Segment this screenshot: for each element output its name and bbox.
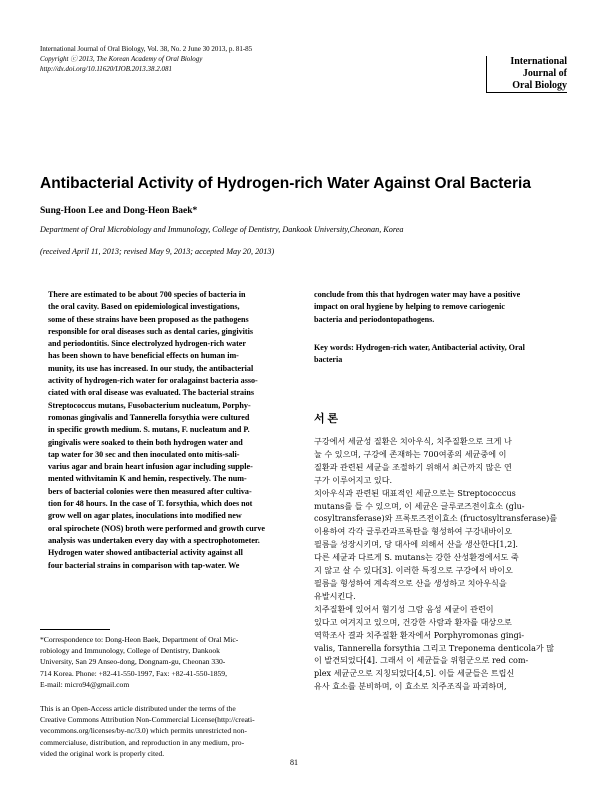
body-line: 있다고 여겨지고 있으며, 건강한 사람과 환자를 대상으로 xyxy=(314,616,512,627)
abstract-line: analysis was undertaken every day with a spectrophotometer. xyxy=(48,535,260,545)
korean-body-text xyxy=(314,435,560,693)
abstract-line: bers of bacterial colonies were then measured after cultiva- xyxy=(48,486,252,496)
logo-line-3: Oral Biology xyxy=(512,80,567,91)
body-line: 눌 수 있으며, 구강에 존재하는 700여종의 세균중에 이 xyxy=(314,448,507,459)
abstract-line: conclude from this that hydrogen water may have a positive xyxy=(314,290,521,299)
abstract-right-column xyxy=(314,289,554,326)
footnote-line: *Correspondence to: Dong-Heon Baek, Department of Oral Mic- xyxy=(40,635,239,644)
body-line: 다른 세균과 다르게 S. mutans는 강한 산성환경에서도 죽 xyxy=(314,552,519,563)
abstract-line: four bacterial strains in comparison with tap-water. We xyxy=(48,560,240,570)
footnote-line: Creative Commons Attribution Non-Commercial License(http://creati- xyxy=(40,715,255,725)
abstract-line: the oral cavity. Based on epidemiological investigations, xyxy=(48,302,240,312)
abstract-line: ciated with oral disease was evaluated. The bacterial strains xyxy=(48,388,255,398)
body-line: 유사 효소를 분비하며, 이 효소로 치주조직을 파괴하며, xyxy=(314,681,507,692)
footnote-line: robiology and Immunology, College of Dentistry, Dankook xyxy=(40,646,220,656)
footnote-line: vecommons.org/licenses/by-nc/3.0) which permits unrestricted non- xyxy=(40,726,247,736)
body-line: cosyltransferase)와 프록토즈전이효소 (fructosyltransferase)를 xyxy=(314,513,558,524)
body-line: 필름을 성장시키며, 당 대사에 의해서 산을 생산한다[1,2]. xyxy=(314,539,518,550)
body-line: plex 세균군으로 지칭되었다[4,5]. 이들 세균들은 트립신 xyxy=(314,668,515,679)
page-number: 81 xyxy=(290,758,298,767)
logo-line-1: International xyxy=(510,56,567,67)
footnote-line: vided the original work is properly cited. xyxy=(40,748,165,758)
abstract-line: activity of hydrogen-rich water for oralagainst bacteria asso- xyxy=(48,376,258,386)
abstract-line: oral spirochete (NOS) broth were performed and growth curve xyxy=(48,523,266,533)
authors: Sung-Hoon Lee and Dong-Heon Baek* xyxy=(40,206,198,216)
abstract-line: varius agar and brain heart infusion agar including supple- xyxy=(48,462,253,472)
abstract-left-column xyxy=(48,289,288,572)
abstract-line: mented withvitamin K and hemin, respectively. The num- xyxy=(48,474,247,484)
body-line: 질환과 관련된 세균을 조절하기 위해서 최근까지 많은 연 xyxy=(314,461,512,472)
journal-logo xyxy=(486,56,567,93)
body-line: 지 않고 살 수 있다[3]. 이러한 특징으로 구강에서 바이오 xyxy=(314,565,513,576)
body-line: 유발시킨다. xyxy=(314,590,356,601)
body-line: mutans를 들 수 있으며, 이 세균은 글루코즈전이효소 (glu- xyxy=(314,500,525,511)
abstract-line: bacteria and periodontopathogens. xyxy=(314,314,435,324)
footnote-line: This is an Open-Access article distributed under the terms of the xyxy=(40,704,236,713)
abstract-line: some of these strains have been proposed as the pathogens xyxy=(48,314,249,324)
abstract-line: has been shown to have beneficial effects on human im- xyxy=(48,351,239,361)
body-line: 구가 이루어지고 있다. xyxy=(314,474,393,485)
abstract-line: impact on oral hygiene by helping to remove cariogenic xyxy=(314,302,505,312)
section-heading-introduction: 서 론 xyxy=(314,413,339,425)
footnote-line: commercialuse, distribution, and reproduction in any medium, pro- xyxy=(40,737,245,747)
abstract-line: and periodontitis. Since electrolyzed hydrogen-rich water xyxy=(48,339,246,349)
journal-header xyxy=(40,44,252,74)
abstract-line: responsible for oral diseases such as dental caries, gingivitis xyxy=(48,326,253,336)
abstract-line: tap water for 30 sec and then inoculated onto mitis-sali- xyxy=(48,449,240,459)
copyright-line: Copyright ⓒ 2013, The Korean Academy of Oral Biology xyxy=(40,55,203,63)
body-line: 치주질환에 있어서 혐기성 그람 음성 세균이 관련이 xyxy=(314,603,494,614)
received-dates: (received April 11, 2013; revised May 9, 2013; accepted May 20, 2013) xyxy=(40,247,275,256)
body-line: 치아우식과 관련된 대표적인 세균으로는 Streptococcus xyxy=(314,487,516,498)
abstract-line: gingivalis were soaked to thein both hydrogen water and xyxy=(48,437,243,447)
keywords-line: bacteria xyxy=(314,355,343,365)
body-line: 이 발견되었다[4]. 그래서 이 세균들을 위험군으로 red com- xyxy=(314,655,529,666)
abstract-line: There are estimated to be about 700 species of bacteria in xyxy=(48,290,246,299)
abstract-line: Streptococcus mutans, Fusobacterium nucleatum, Porphy- xyxy=(48,400,251,410)
abstract-line: tion for 48 hours. In the case of T. forsythia, which does not xyxy=(48,499,253,509)
footnote-line: E-mail: micro94@gmail.com xyxy=(40,679,130,689)
doi-line: http://dx.doi.org/10.11620/IJOB.2013.38.2.081 xyxy=(40,65,173,73)
keywords-line: Key words: Hydrogen-rich water, Antibacterial activity, Oral xyxy=(314,343,525,352)
abstract-line: in specific growth medium. S. mutans, F. nucleatum and P. xyxy=(48,425,250,435)
footnote-line: University, San 29 Anseo-dong, Dongnam-gu, Cheonan 330- xyxy=(40,657,226,667)
body-line: 구강에서 세균성 질환은 치아우식, 치주질환으로 크게 나 xyxy=(314,436,512,446)
keywords xyxy=(314,342,554,367)
abstract-line: romonas gingivalis and Tannerella forsythia were cultured xyxy=(48,412,250,422)
abstract-line: grow well on agar plates, inoculations into modified new xyxy=(48,511,242,521)
paper-title: Antibacterial Activity of Hydrogen-rich Water Against Oral Bacteria xyxy=(40,175,531,192)
abstract-line: munity, its use has increased. In our study, the antibacterial xyxy=(48,363,254,373)
body-line: 이용하여 각각 글루칸과프록탄을 형성하여 구강내바이오 xyxy=(314,526,512,537)
body-line: 역학조사 결과 치주질환 환자에서 Porphyromonas gingi- xyxy=(314,629,525,640)
correspondence-footnote xyxy=(40,634,290,690)
footnote-line: 714 Korea. Phone: +82-41-550-1997, Fax: +82-41-550-1859, xyxy=(40,668,227,678)
body-line: 필름을 형성하여 계속적으로 산을 생성하고 치아우식을 xyxy=(314,577,507,588)
license-footnote xyxy=(40,703,290,759)
abstract-line: Hydrogen water showed antibacterial activity against all xyxy=(48,548,243,558)
footnote-divider xyxy=(40,629,110,630)
affiliation: Department of Oral Microbiology and Immunology, College of Dentistry, Dankook University,Cheonan, Korea xyxy=(40,225,404,234)
body-line: valis, Tannerella forsythia 그리고 Treponema denticola가 많 xyxy=(314,642,555,653)
logo-line-2: Journal of xyxy=(522,68,567,79)
journal-citation: International Journal of Oral Biology, Vol. 38, No. 2 June 30 2013, p. 81-85 xyxy=(40,45,253,53)
